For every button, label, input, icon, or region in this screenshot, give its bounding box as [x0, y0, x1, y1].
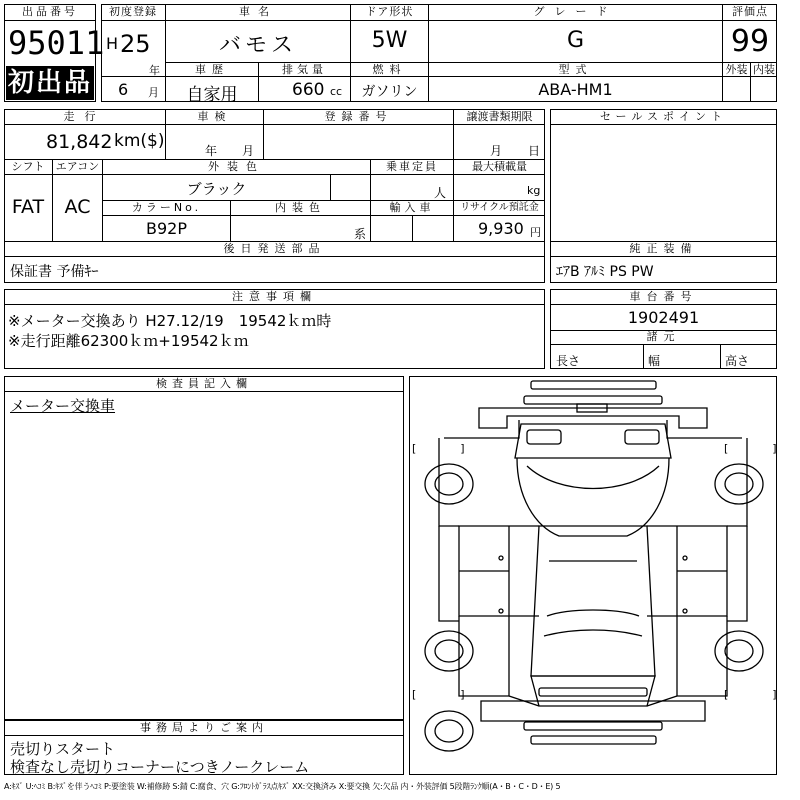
office-line-1: 売切りスタート	[10, 740, 116, 758]
exterior-color: ブラック	[186, 180, 247, 198]
aircon: AC	[64, 196, 91, 218]
car-name-label: 車名	[239, 5, 277, 18]
month-unit: 月	[148, 86, 159, 99]
import-label: 輸入車	[389, 201, 435, 214]
displacement: 660	[292, 80, 325, 100]
equipment-label: 純正装備	[629, 242, 698, 255]
door-type: 5W	[371, 28, 408, 53]
roof-outline	[517, 458, 669, 536]
fuel: ガソリン	[361, 84, 418, 100]
inspector-box	[4, 376, 404, 720]
exterior-score-label: 外装	[725, 63, 748, 76]
notes-line-2: ※走行距離62300ｋｍ+19542ｋｍ	[8, 332, 249, 350]
transfer-deadline-label: 譲渡書類期限	[466, 110, 533, 123]
aircon-label: エアコン	[55, 160, 100, 173]
door-type-label: ドア形状	[365, 5, 414, 18]
interior-color-label: 内装色	[275, 201, 326, 214]
fuel-label: 燃料	[372, 63, 407, 76]
height-label: 高さ	[725, 354, 750, 368]
year: 25	[120, 30, 151, 58]
diagram-bracket-right-bottom: [ ]	[724, 688, 777, 701]
office-label: 事務局よりご案内	[140, 721, 268, 734]
notes-label: 注意事項欄	[232, 290, 317, 303]
mileage-unit: km($)	[114, 131, 165, 151]
inspection-month-unit: 月	[242, 144, 255, 158]
sales-points-label: セールスポイント	[599, 110, 727, 123]
inspection-year-unit: 年	[205, 144, 218, 158]
width-label: 幅	[648, 354, 661, 368]
diagram-bracket-right-top: [ ]	[724, 442, 777, 455]
capacity-unit: 人	[434, 186, 447, 200]
displacement-unit: cc	[330, 85, 343, 98]
rear-bumper	[539, 688, 647, 696]
later-parts-label: 後日発送部品	[223, 242, 326, 255]
diagram-bracket-left-top: [ ]	[412, 442, 465, 455]
history-label: 車歴	[195, 63, 229, 76]
cabin-outline	[531, 526, 655, 676]
legend: A:ｷｽﾞ U:ﾍｺﾐ B:ｷｽﾞを伴うﾍｺﾐ P:要塗装 W:補修跡 S:錆 C:腐食、穴 G:ﾌﾛﾝﾄｶﾞﾗｽ点ｷｽﾞ XX:交換済み X:要交換 欠:欠品 内・外装評価 5段階ﾗﾝｸ順(A・B・C・D・E) 5	[4, 782, 561, 791]
inspector-label: 検査員記入欄	[156, 377, 252, 390]
diagram-bracket-left-bottom: [ ]	[412, 688, 465, 701]
score-label: 評価点	[732, 5, 768, 18]
later-parts: 保証書 予備ｷｰ	[10, 264, 99, 280]
chassis-label: 車台番号	[629, 290, 698, 303]
first-listing-badge: 初出品	[7, 68, 92, 98]
mileage-value: 81,842	[46, 131, 113, 153]
color-no-label: カラーNo.	[131, 201, 202, 214]
rear-right-wheel	[715, 631, 763, 671]
chassis-number: 1902491	[627, 308, 700, 327]
grade: G	[566, 28, 585, 53]
rear-left-wheel	[425, 631, 473, 671]
front-bumper	[531, 381, 656, 389]
color-no: B92P	[146, 219, 187, 238]
car-body-diagram	[409, 376, 777, 775]
shift-label: シフト	[11, 160, 45, 173]
exterior-color-label: 外装色	[208, 160, 265, 173]
recycle-unit: 円	[530, 226, 541, 239]
grade-label: グレード	[533, 5, 618, 18]
max-load-unit: kg	[527, 184, 541, 197]
year-unit: 年	[149, 64, 160, 77]
notes-line-1: ※メーター交換あり H27.12/19 19542ｋｍ時	[8, 312, 332, 330]
lot-number-label: 出品番号	[22, 5, 78, 18]
lot-number: 95011	[8, 24, 105, 62]
front-left-wheel	[425, 464, 473, 504]
interior-color-unit: 系	[354, 227, 367, 241]
recycle-label: リサイクル預託金	[460, 202, 539, 213]
history: 自家用	[186, 85, 238, 105]
capacity-label: 乗車定員	[386, 160, 438, 173]
displacement-label: 排気量	[282, 63, 327, 76]
office-line-2: 検査なし売切りコーナーにつきノークレーム	[10, 758, 310, 776]
shift: FAT	[11, 196, 45, 218]
length-label: 長さ	[556, 354, 581, 368]
interior-score-label: 内装	[753, 63, 775, 76]
hood-outline	[479, 408, 707, 428]
windshield	[515, 424, 671, 458]
front-right-wheel	[715, 464, 763, 504]
month: 6	[118, 80, 129, 99]
transfer-day-unit: 日	[528, 144, 541, 158]
equipment: ｴｱB ｱﾙﾐ PS PW	[556, 264, 654, 280]
first-registration-label: 初度登録	[109, 5, 157, 18]
registration-no-label: 登録番号	[324, 110, 393, 123]
recycle-fee: 9,930	[478, 219, 524, 238]
transfer-month-unit: 月	[490, 144, 503, 158]
dimensions-label: 諸元	[646, 330, 681, 343]
mileage-label: 走行	[63, 110, 106, 123]
car-name: バモス	[218, 33, 297, 58]
score: 99	[730, 24, 770, 59]
spare-wheel	[425, 711, 473, 751]
model: ABA-HM1	[538, 80, 613, 99]
inspector-comment: メーター交換車	[10, 397, 116, 415]
max-load-label: 最大積載量	[472, 160, 527, 173]
model-label: 型式	[558, 63, 593, 76]
era: H	[106, 34, 119, 53]
inspection-label: 車検	[197, 110, 232, 123]
